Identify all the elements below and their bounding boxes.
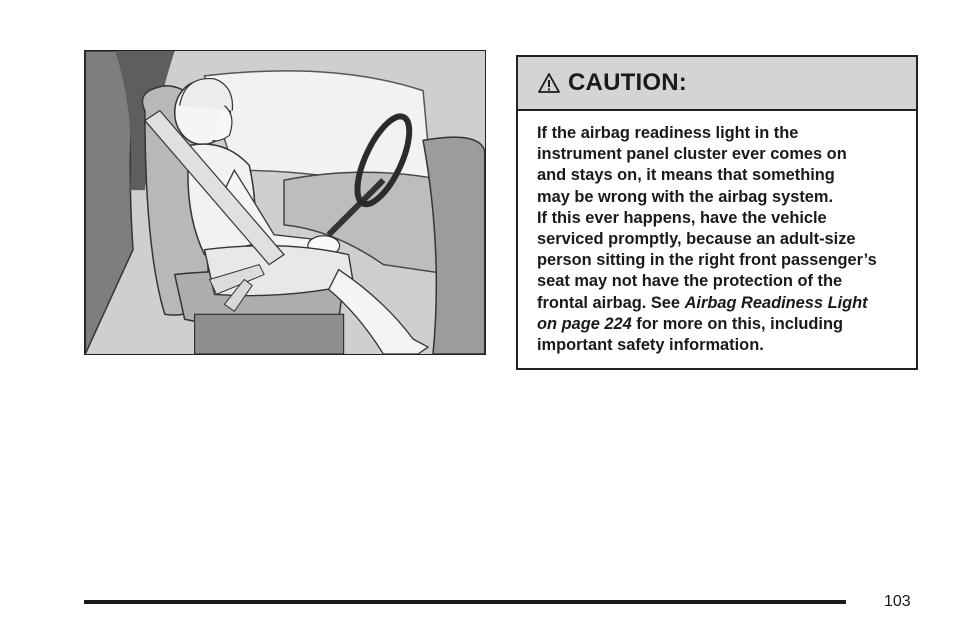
caution-line: serviced promptly, because an adult-size bbox=[537, 230, 856, 249]
caution-line bbox=[537, 314, 902, 335]
passenger-seat-illustration bbox=[84, 50, 486, 355]
caution-line: person sitting in the right front passenger’s bbox=[537, 251, 877, 270]
caution-line: instrument panel cluster ever comes on bbox=[537, 145, 847, 164]
cross-reference-link: Airbag Readiness Light bbox=[684, 293, 868, 312]
caution-header bbox=[518, 57, 916, 111]
caution-line: may be wrong with the airbag system. bbox=[537, 187, 834, 206]
caution-line-text: frontal airbag. See bbox=[537, 293, 685, 312]
warning-triangle-icon bbox=[538, 72, 560, 94]
caution-box bbox=[516, 55, 918, 370]
caution-line: seat may not have the protection of the bbox=[537, 272, 843, 291]
caution-line: If this ever happens, have the vehicle bbox=[537, 208, 827, 227]
page-number: 103 bbox=[884, 593, 911, 610]
caution-line bbox=[537, 293, 902, 314]
caution-line: important safety information. bbox=[537, 336, 764, 355]
caution-title: CAUTION: bbox=[568, 69, 687, 96]
caution-line-text: for more on this, including bbox=[631, 314, 843, 333]
footer-rule bbox=[84, 600, 846, 604]
caution-line: and stays on, it means that something bbox=[537, 166, 835, 185]
caution-text bbox=[518, 111, 916, 356]
caution-line: If the airbag readiness light in the bbox=[537, 124, 799, 142]
cross-reference-page: on page 224 bbox=[537, 314, 632, 333]
